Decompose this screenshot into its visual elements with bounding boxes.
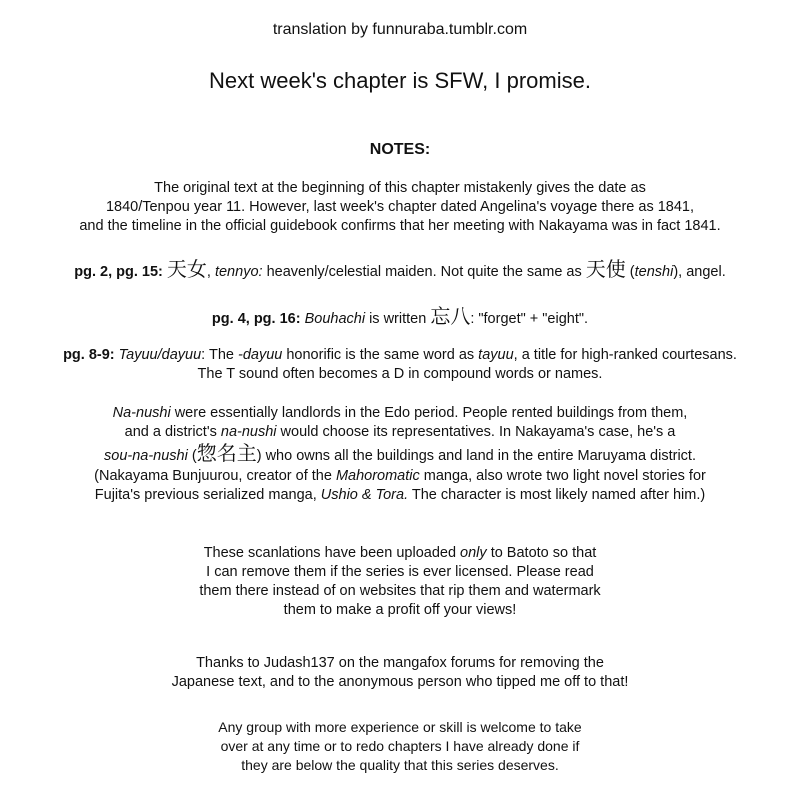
- text: : The: [201, 347, 234, 363]
- term: Tayuu/dayuu: [118, 347, 202, 363]
- text: manga, also wrote two light novel stories for: [423, 468, 706, 484]
- term: na-nushi: [220, 424, 277, 440]
- group-note-line: they are below the quality that this series deserves.: [241, 757, 559, 773]
- meaning: heavenly/celestial maiden. Not quite the same as: [266, 264, 582, 280]
- text: who owns all the buildings and land in the entire Maruyama district.: [265, 448, 696, 464]
- group-note-line: over at any time or to redo chapters I have already done if: [220, 738, 580, 754]
- page-ref: pg. 8-9:: [63, 347, 115, 363]
- manga-title: Ushio & Tora.: [320, 487, 409, 503]
- manga-title: Mahoromatic: [335, 468, 420, 484]
- nanushi-note-line: [0, 487, 800, 504]
- kanji-tenshi: 天使: [585, 257, 626, 281]
- batoto-note-line: them there instead of on websites that rip them and watermark: [199, 583, 601, 599]
- text: is written: [369, 311, 427, 327]
- text: (Nakayama Bunjuurou, creator of the: [94, 468, 332, 484]
- bouhachi-note: [0, 305, 800, 328]
- punct: ): [256, 448, 262, 464]
- date-note-line: and the timeline in the official guidebook confirms that her meeting with Nakayama was in fact 1841.: [79, 218, 721, 234]
- tayuu-note-line: The T sound often becomes a D in compound words or names.: [197, 366, 603, 382]
- punct: ), angel.: [673, 264, 726, 280]
- nanushi-note-line: [0, 468, 800, 485]
- page-ref: pg. 2, pg. 15:: [74, 264, 163, 280]
- term: tenshi: [634, 264, 674, 280]
- credit-line: translation by funnuraba.tumblr.com: [272, 21, 528, 38]
- punct: (: [629, 264, 635, 280]
- term: -dayuu: [237, 347, 283, 363]
- thanks-note-line: Thanks to Judash137 on the mangafox forums for removing the: [196, 655, 604, 671]
- text: The character is most likely named after him.): [411, 487, 706, 503]
- text: and a district's: [124, 424, 217, 440]
- batoto-note-line: I can remove them if the series is ever licensed. Please read: [206, 564, 594, 580]
- term: Bouhachi: [304, 311, 366, 327]
- date-note-line: 1840/Tenpou year 11. However, last week's chapter dated Angelina's voyage there as 1841,: [105, 199, 695, 215]
- page-ref: pg. 4, pg. 16:: [211, 311, 301, 327]
- notes-heading: NOTES:: [369, 141, 431, 158]
- group-note-line: Any group with more experience or skill is welcome to take: [218, 719, 582, 735]
- kanji-bouhachi: 忘八: [430, 304, 471, 328]
- nanushi-note-line: [0, 424, 800, 441]
- text: , a title for high-ranked courtesans.: [513, 347, 737, 363]
- punct: ,: [206, 264, 211, 280]
- punct: (: [191, 448, 197, 464]
- text: were essentially landlords in the Edo period. People rented buildings from them,: [174, 405, 688, 421]
- date-note-line: The original text at the beginning of this chapter mistakenly gives the date as: [154, 180, 646, 196]
- text: to Batoto so that: [490, 545, 597, 561]
- kanji-sounanushi: 惣名主: [196, 441, 257, 465]
- text: honorific is the same word as: [286, 347, 475, 363]
- text: These scanlations have been uploaded: [203, 545, 457, 561]
- nanushi-note-line: [0, 405, 800, 422]
- batoto-note-line: [0, 545, 800, 562]
- emphasis: only: [460, 545, 487, 561]
- tennyo-note: [0, 258, 800, 281]
- tayuu-note-line: [0, 347, 800, 364]
- kanji-tennyo: 天女: [166, 257, 207, 281]
- nanushi-note-line: [0, 442, 800, 465]
- term: Na-nushi: [112, 405, 171, 421]
- batoto-note-line: them to make a profit off your views!: [283, 602, 517, 618]
- term: tayuu: [478, 347, 514, 363]
- text: would choose its representatives. In Nakayama's case, he's a: [280, 424, 676, 440]
- meaning: : "forget" + "eight".: [470, 311, 589, 327]
- text: Fujita's previous serialized manga,: [94, 487, 317, 503]
- headline: Next week's chapter is SFW, I promise.: [209, 68, 591, 93]
- term: tennyo:: [214, 264, 263, 280]
- thanks-note-line: Japanese text, and to the anonymous person who tipped me off to that!: [171, 674, 629, 690]
- term: sou-na-nushi: [104, 448, 188, 464]
